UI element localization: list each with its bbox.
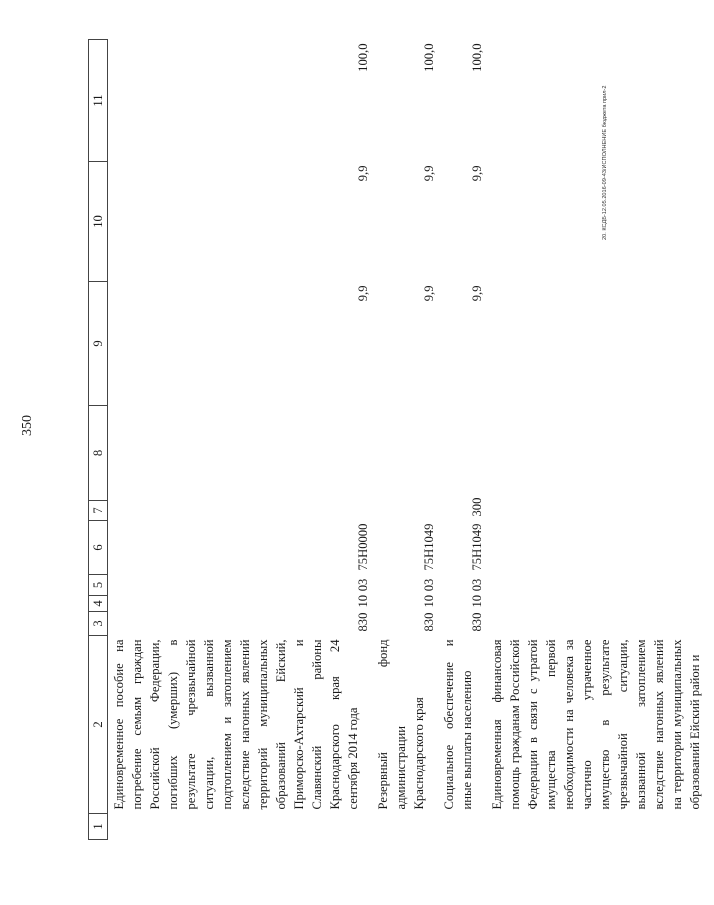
col-header-8: 8: [89, 406, 108, 501]
expense-description: Резервный фонд администрации Краснодарского края: [376, 639, 426, 810]
col8-cell: [372, 406, 438, 501]
col8-cell: [108, 406, 373, 501]
table-row: [108, 40, 373, 840]
expense-type-cell: [486, 501, 714, 521]
code-cell: 830: [470, 612, 484, 632]
col-header-10: 10: [89, 162, 108, 282]
subsection-cell: [486, 575, 714, 596]
col9-value: [486, 282, 714, 406]
expense-description: Единовременная финансовая помощь гражданам Российской Федерации в связи с утратой имущества первой необходимости на человека за частично утраченное имущество в результате чрезвычайной ситуации, вызванной затоплением вследствие нагонных явлений на территории муниципальных образований Ейский район и: [490, 639, 702, 810]
row-number-cell: [438, 814, 486, 840]
section-cell: 10: [470, 594, 484, 608]
col11-value: 100,0: [470, 43, 484, 72]
document-footer: 20. КСДБ-12.05.2016-09-43/ИСПОЛНЕНИЕ бюджета прил-2: [602, 85, 608, 240]
row-number-cell: [372, 814, 438, 840]
col11-value: 100,0: [422, 43, 436, 72]
col11-value: 100,0: [356, 43, 370, 72]
col10-value: 9,9: [470, 165, 484, 182]
subsection-cell: 03: [422, 578, 436, 592]
expense-type-cell: 300: [470, 497, 484, 517]
table-row: [438, 40, 486, 840]
col9-value: 9,9: [356, 285, 370, 302]
col10-value: 9,9: [422, 165, 436, 182]
table-row: [486, 40, 714, 840]
subsection-cell: 03: [356, 578, 370, 592]
target-article-cell: 75Н1049: [470, 523, 484, 571]
section-cell: 10: [422, 594, 436, 608]
col-header-7: 7: [89, 501, 108, 521]
target-article-cell: 75Н0000: [356, 523, 370, 571]
col9-value: 9,9: [422, 285, 436, 302]
col-header-11: 11: [89, 40, 108, 162]
page-number: 350: [20, 415, 35, 436]
expense-type-cell: [372, 501, 438, 521]
budget-table: [88, 39, 714, 840]
row-number-cell: [108, 814, 373, 840]
col-header-9: 9: [89, 282, 108, 406]
expense-description: Единовременное пособие на погребение семьям граждан Российской Федерации, погибших (умерших) в результате чрезвычайной ситуации, вызванной подтоплением и затоплением вследствие нагонных явлений территорий муниципальных образований Ейский, Приморско-Ахтарский и Славянский районы Краснодарского края 24 сентября 2014 года: [112, 639, 360, 810]
code-cell: 830: [356, 612, 370, 632]
target-article-cell: [486, 521, 714, 575]
col9-value: 9,9: [470, 285, 484, 302]
expense-type-cell: [108, 501, 373, 521]
col10-value: [486, 162, 714, 282]
col-header-6: 6: [89, 521, 108, 575]
budget-table-rotated: [88, 40, 702, 840]
table-row: [372, 40, 438, 840]
col-header-4: 4: [89, 596, 108, 612]
code-cell: 830: [422, 612, 436, 632]
col11-value: [486, 40, 714, 162]
col10-value: 9,9: [356, 165, 370, 182]
col-header-3: 3: [89, 612, 108, 636]
col-header-5: 5: [89, 575, 108, 596]
section-cell: 10: [356, 594, 370, 608]
target-article-cell: 75Н1049: [422, 523, 436, 571]
subsection-cell: 03: [470, 578, 484, 592]
row-number-cell: [486, 814, 714, 840]
section-cell: [486, 596, 714, 612]
expense-description: Социальное обеспечение и иные выплаты населению: [442, 639, 474, 810]
col-header-2: 2: [89, 636, 108, 814]
col8-cell: [486, 406, 714, 501]
header-row: [89, 40, 108, 840]
col8-cell: [438, 406, 486, 501]
code-cell: [486, 612, 714, 636]
col-header-1: 1: [89, 814, 108, 840]
